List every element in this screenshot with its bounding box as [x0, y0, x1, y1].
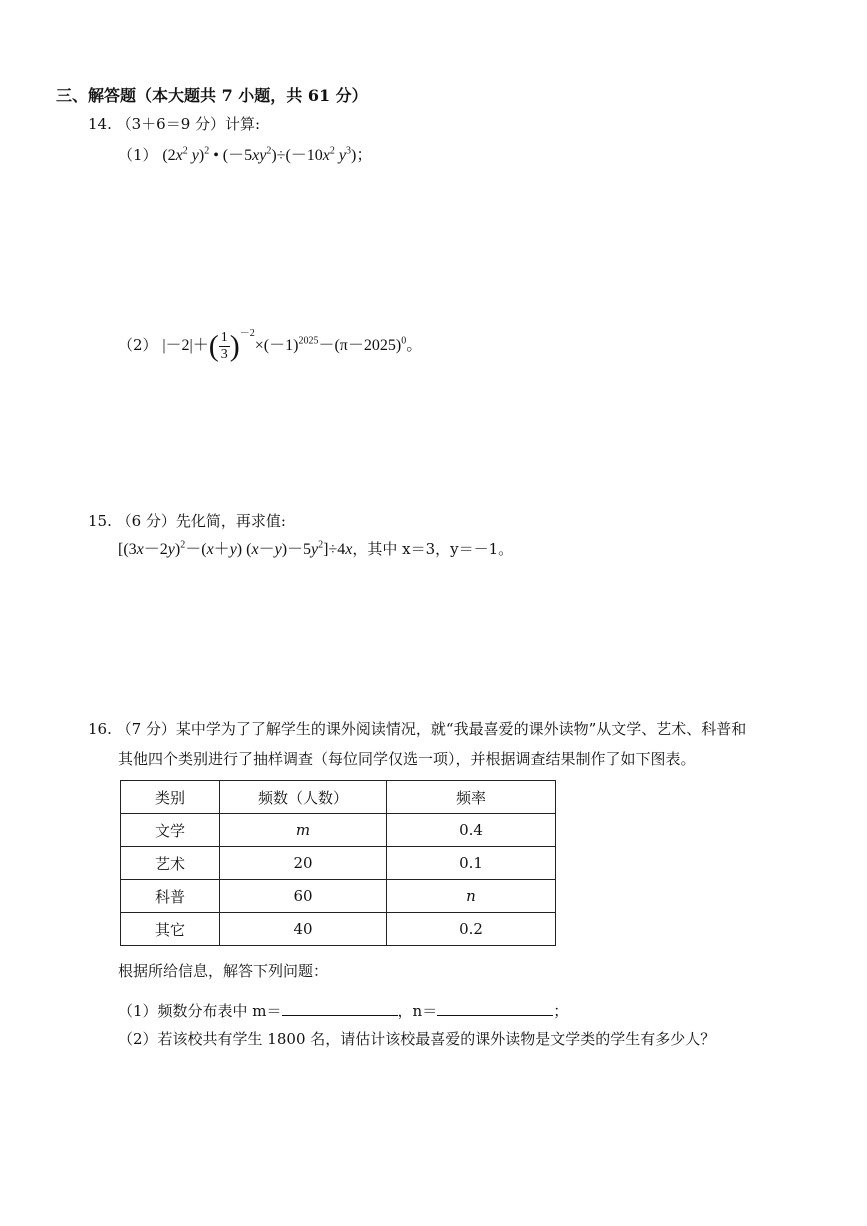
q14-part1-expression: ($2x^2$ y)$^2$ • $(-5xy^2)\div(-10x^2$ $y^3$)； [162, 145, 373, 164]
q14-part1-label: （1） [118, 146, 158, 164]
table-row [121, 814, 556, 847]
q14-part2 [118, 330, 422, 363]
table-cell: 文学 [121, 814, 220, 847]
table-row [121, 880, 556, 913]
table-row [121, 913, 556, 946]
table-cell: 科普 [121, 880, 220, 913]
table-header-cell: 频率 [387, 781, 556, 814]
section-title: 三、解答题（本大题共 7 小题，共 61 分） [56, 86, 368, 105]
table-row [121, 847, 556, 880]
q16-part1-mid: ，n＝ [397, 1002, 438, 1020]
q16-intro-line2: 其他四个类别进行了抽样调查（每位同学仅选一项），并根据调查结果制作了如下图表。 [118, 750, 696, 768]
table-cell: 0.2 [387, 913, 556, 946]
q15-header: 15. （6 分）先化简，再求值: [88, 512, 286, 530]
q14-part2-expression: |－2|＋( $\frac{1}{3}$ )$^{-2}\times(-1)^{2025}-(\pi-2025)^0$。 [162, 328, 423, 363]
table-header-row [121, 781, 556, 814]
table-cell: 20 [220, 847, 387, 880]
q14-part2-label: （2） [118, 336, 158, 355]
q16-intro-line1: 16. （7 分）某中学为了了解学生的课外阅读情况，就“我最喜爱的课外读物”从文学、艺术、科普和 [88, 720, 747, 738]
q16-part1-suffix: ； [553, 1002, 569, 1020]
table-cell: 60 [220, 880, 387, 913]
table-cell: 其它 [121, 913, 220, 946]
table-cell: m [220, 814, 387, 847]
answer-blank-m[interactable] [282, 1000, 398, 1016]
q16-part2: （2）若该校共有学生 1800 名，请估计该校最喜爱的课外读物是文学类的学生有多少人？ [118, 1030, 716, 1048]
q15-expression-line [118, 540, 513, 561]
frequency-table [120, 780, 556, 946]
table-header-cell: 频数（人数） [220, 781, 387, 814]
table-cell: 0.1 [387, 847, 556, 880]
answer-blank-n[interactable] [437, 1000, 553, 1016]
table-cell: 40 [220, 913, 387, 946]
table-header-cell: 类别 [121, 781, 220, 814]
q16-part1-prefix: （1）频数分布表中 m＝ [118, 1002, 282, 1020]
q14-header: 14. （3＋6＝9 分）计算: [88, 115, 261, 133]
fraction-one-third: $\frac{1}{3}$ [220, 330, 228, 362]
q15-condition: ，其中 x＝3，y＝－1。 [352, 540, 514, 558]
q16-prompt: 根据所给信息，解答下列问题： [118, 962, 329, 980]
table-cell: 艺术 [121, 847, 220, 880]
table-cell: 0.4 [387, 814, 556, 847]
q15-expression: [$(3x-2y)^2-(x+y)$ $(x-y)-5y^2]\div 4x$ [118, 539, 353, 558]
q14-part1 [118, 146, 372, 167]
q16-part1 [118, 1000, 568, 1022]
table-cell: n [387, 880, 556, 913]
